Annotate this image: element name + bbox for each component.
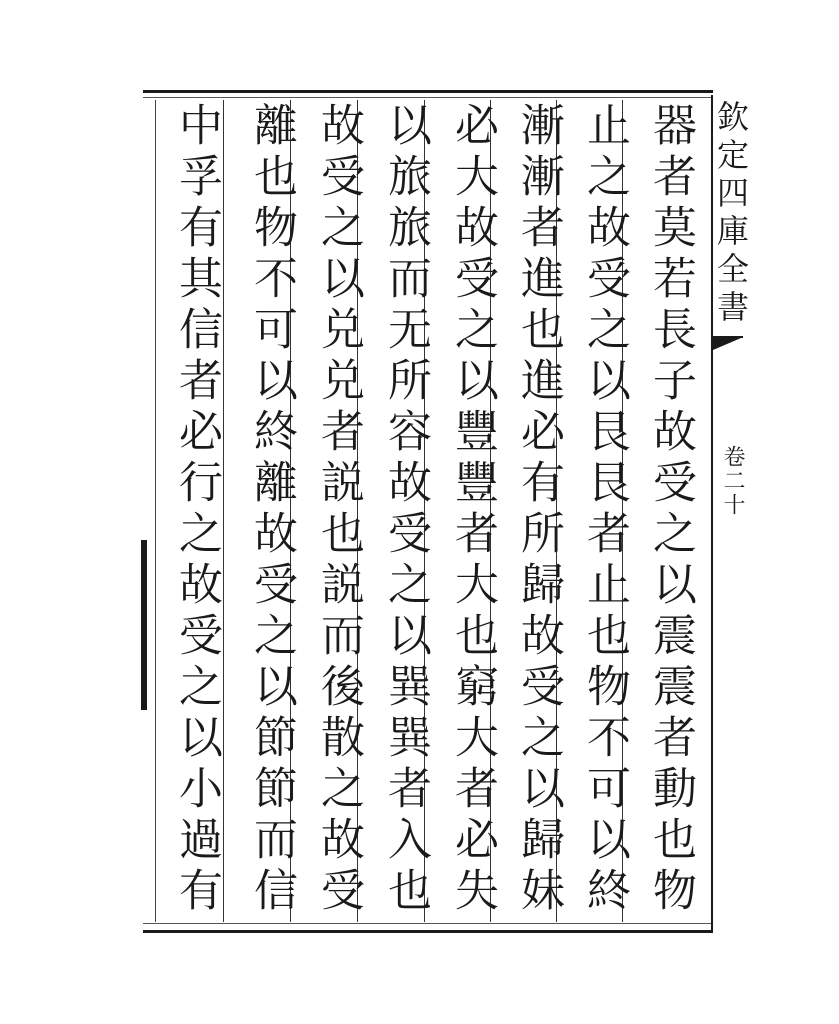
text-column-5: 以旅旅而无所容故受之以巽巽者入也	[380, 102, 431, 918]
text-column-2: 止之故受之以艮艮者止也物不可以終	[579, 102, 630, 918]
left-border	[141, 540, 147, 710]
text-column-7: 離也物不可以終離故受之以節節而信	[246, 102, 297, 918]
text-column-4: 必大故受之以豐豐者大也窮大者必失	[447, 102, 498, 918]
bottom-border-inner	[143, 923, 713, 924]
margin-volume-label: 卷二十	[720, 445, 745, 517]
bottom-border	[143, 930, 713, 933]
top-border-inner	[143, 97, 713, 98]
left-border-inner	[155, 100, 156, 922]
text-column-3: 漸漸者進也進必有所歸故受之以歸妹	[513, 102, 564, 918]
margin-book-title: 欽定四庫全書	[712, 100, 750, 328]
text-column-1: 器者莫若長子故受之以震震者動也物	[645, 102, 696, 918]
top-border	[143, 90, 713, 93]
text-column-6: 故受之以兑兑者説也説而後散之故受	[313, 102, 364, 918]
fishtail-mark-icon	[713, 338, 741, 350]
text-column-8: 中孚有其信者必行之故受之以小過有	[171, 102, 222, 918]
